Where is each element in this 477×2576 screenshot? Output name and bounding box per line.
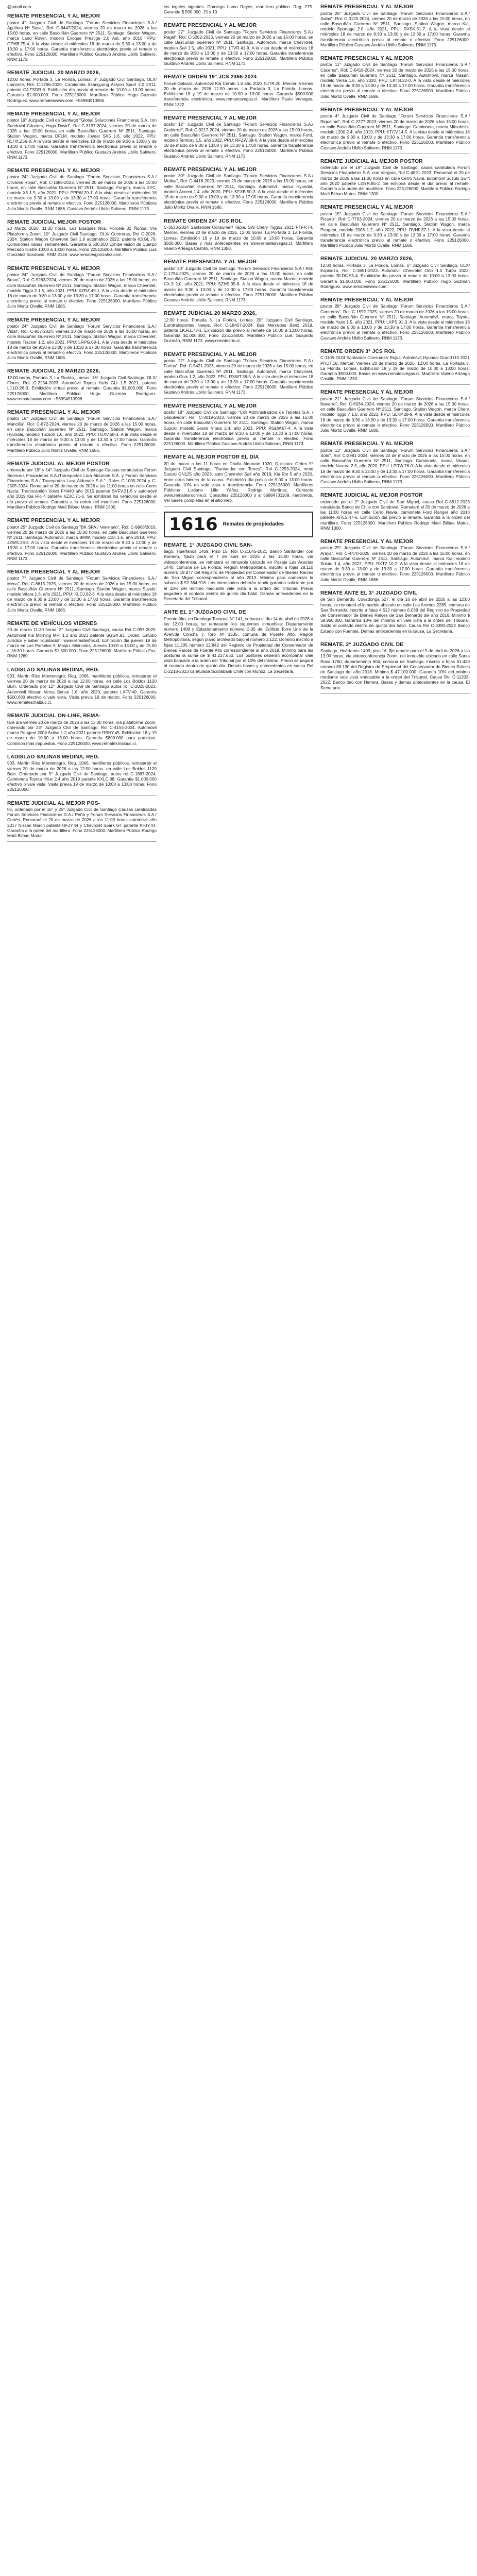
notice-body: C-3533-2024 Santander Consumer/ Tapia. SW Chery Tiggo2 2021 PTFP.74. Mercer. Viernes 20 de marzo de 2026, 12:00 horas. La Portada 3, La Florida, Lomas. Exhibición 18 y 19 de marzo de 10:00 a 13:00 horas. Garantía $500.000. Bases y más antecedentes en www.rematesvegas.cl. Martillero Valerio Arteaga Castillo, RNM 1350. — [164, 225, 313, 251]
notice-body: 12:00 horas, Portada 3, La Florida, Lomas. 8° Juzgado Civil Santiago, OLX/ Lamonte, Rol: C-2796-2020. Camioneta Ssangyong Actyon Sport 2.0 2011, patente CJ.FSDR-6. Exhibición día previo al remate de 10:00 a 13:00 horas. Garantía $1.000.000. Fono 225126000. Martillero Público Hugo Guzmán Rodríguez. www.remateswww.com. +56994910906. — [7, 76, 157, 103]
notice-body: postor 12° Juzgado Civil de Santiago "Forum Servicios Financieros S.A./ Gutiérrez", Rol: C-9217-2024, viernes 20 de marzo de 2026 a las 15:00 horas, en calle Bascuñán Guerrero Nº 2511, Santiago. Station Wagon, marca Ford, modelo Territory 1.5, año 2022, PPU: RFZW.39-6. A la vista desde el miércoles 18 de marzo de 9:30 a 13:00 y de 13:30 a 17:00 horas. Garantía transferencia electrónica previo al remate o efectivo. Fono 225126000. Martillero Público Gustavo Andrés Ubillo Salinero, RNM 1173. — [164, 122, 313, 159]
notice-body: 903, Martín Ríos Montenegro, Reg. 1966, martilleros públicos, rematarán el viernes 20 de marzo de 2026 a las 12:00 horas, en calle Los Boldos 1120 Buin. Ordenado por 5° Juzgado Civil de Santiago, autos rol C-1887-2024. Camioneta Toyota Hilux 2.4 año 2019 patente KXLC.88. Garantía $1.000.000 efectivo o vale vista. Visita previa 19 de marzo de 10:00 a 13:00 horas. Fono 225126000. — [7, 760, 157, 792]
email-line: @pmail.com. — [7, 4, 32, 9]
notice-body: postor 4° Juzgado Civil de Santiago "Forum Servicios Financieros S.A./ Aguilera Nº Sosa", Rol: C-6447/2024, viernes 20 de marzo de 2026 a las 15:00 horas, en calle Bascuñán Guerrero Nº 2511, Santiago. Station Wagon, marca Land Rover, modelo Evoque Prestige 2.0 Aut, año 2016, PPU: GPHB.75-4. A la vista desde el miércoles 18 de marzo de 9:30 a 13:00 y de 13:30 a 17:00 horas. Garantía transferencia electrónica previo al remate o efectivo. Fono 225126000. Martillero Público Gustavo Andrés Ubillo Salinero, RNM 1173. — [7, 20, 157, 62]
notice-title: REMATE JUDICIAL 20 MARZO 2026, — [164, 311, 257, 317]
auction-notice — [320, 107, 470, 154]
column-2 — [164, 4, 313, 2576]
auction-notice — [164, 454, 313, 506]
auction-notice — [164, 403, 313, 450]
auction-notice — [164, 609, 313, 677]
notice-title: REMATE PRESENCIAL Y AL MEJOR — [7, 569, 100, 575]
notice-title: REMATE PRESENCIAL Y AL MEJOR — [7, 409, 100, 415]
auction-notice — [7, 168, 157, 215]
notice-title: REMATE PRESENCIAL Y AL MEJOR — [320, 55, 414, 61]
notice-body: postor 4° Juzgado Civil de Santiago "Forum Servicios Financieros S.A./ Riquelme", Rol: C-2277-2023, viernes 20 de marzo de 2026 a las 15:00 horas, en calle Bascuñán Guerrero Nº 2511, Santiago. Camioneta, marca Mitsubishi, modelo L200 2.4, año 2019, PPU: KTCV.14-5. A la vista desde el miércoles 18 de marzo de 9:30 a 13:00 y de 13:30 a 17:00 horas. Garantía transferencia electrónica previo al remate o efectivo. Fono 225126000. Martillero Público Gustavo Andrés Ubillo Salinero, RNM 1173. — [320, 113, 470, 150]
auction-notice — [164, 218, 313, 255]
auction-notice — [7, 461, 157, 513]
auction-notice — [164, 74, 313, 111]
notice-title: REMATE PRESENCIAL Y AL MEJOR — [7, 111, 100, 117]
auction-notice — [164, 311, 313, 347]
notice-body: postor 19° Juzgado Civil de Santiago "Global Soluciones Financieras S.A. con Sandoval Cáceres, Hugo David", Rol C-3197-2024, viernes 20 de marzo de 2026 a las 15:00 horas, en calle Bascuñán Guerrero Nº 2511, Santiago. Station Wagon, marca DFLM, modelo Joyear SX5 1.6, año 2022, PPU: RLHX.Z56-8. A la vista desde el miércoles 18 de marzo de 9:30 a 13:00 y de 13:30 a 17:00 horas. Garantía transferencia electrónica previo al remate o efectivo. Fono 225126000. Martillero Público Gustavo Andrés Ubillo Salinero, RNM 1173. — [7, 117, 157, 160]
auction-notice — [7, 111, 157, 163]
column-1 — [7, 4, 157, 2576]
notice-body: postor 22° Juzgado Civil de Santiago "Forum Servicios Financieros S.A./ Farías", Rol: C-5421-2023, viernes 20 de marzo de 2026 a las 15:00 horas, en calle Bascuñán Guerrero Nº 2511, Santiago. Automóvil, marca Chevrolet, modelo Onix 1.2, año 2022, PPU: RXWT.38-5. A la vista desde el miércoles 18 de marzo de 9:30 a 13:00 y de 13:30 a 17:00 horas. Garantía transferencia electrónica previo al remate o efectivo. Fono 225126000. Martillero Público Gustavo Andrés Ubillo Salinero, RNM 1173. — [164, 358, 313, 395]
auction-notice — [7, 569, 157, 616]
auction-notice — [7, 801, 157, 842]
column-1-notices — [7, 13, 157, 842]
notice-title: REMATE JUDICIAL MEJOR POSTOR — [7, 219, 101, 225]
notice-body: postor 28° Juzgado Civil de Santiago "Forum Servicios Financieros S.A./ Contreras", Rol: C-1592-2025, viernes 20 de marzo de 2026 a las 15:00 horas, en calle Bascuñán Guerrero Nº 2511, Santiago. Automóvil, marca Toyota, modelo Yaris 1.5, año 2021, PPU: LXPS.91-3. A la vista desde el miércoles 18 de marzo de 9:30 a 13:00 y de 13:30 a 17:00 horas. Garantía transferencia electrónica previo al remate o efectivo. Fono 225126000. Martillero Público Gustavo Andrés Ubillo Salinero, RNM 1173. — [320, 303, 470, 341]
notice-title: REMATE PRESENCIAL Y AL MEJOR — [7, 167, 100, 174]
auction-notice — [164, 4, 313, 18]
notice-body: los legales vigentes. Domingo Lama Reyes, martillero público. Reg. 275. Garantía $ 500.000. 15 y 19. — [164, 4, 313, 15]
notice-body: C-1105-2024 Santander Consumer/ Rojas. Automóvil Hyundai Grand i10 2021 PHDT.18. Mercer. Viernes 20 de marzo de 2026, 12:00 horas. La Portada 3, La Florida, Lomas. Exhibición 18 y 19 de marzo de 10:00 a 13:00 horas. Garantía $500.000. Bases en www.rematesvegas.cl. Martillero Valerio Arteaga Castillo, RNM 1350. — [320, 355, 470, 382]
notice-body: postor 24° Juzgado Civil de Santiago "Forum Servicios Financieros S.A./ Bravo", Rol: C-5263/2024, viernes 20 de marzo de 2026 a las 15:00 horas, en calle Bascuñán Guerrero Nº 2511, Santiago. Station Wagon, marca Chevrolet, modelo Tiggo 2 1.5, año 2021, PPU: XZRZ.49-1. A la vista desde el miércoles 18 de marzo de 9:30 a 13:00 y de 13:30 a 17:00 horas. Garantía transferencia electrónica previo al remate o efectivo. Fono 225126000. Martillero Público Julio Mortiz Ovalle, RNM 1686. — [7, 272, 157, 309]
notice-body: ordenado por el 19° Juzgado Civil de Santiago, causa caratulada Forum Servicios Financieros S.A. con Vergara, Rol C-4821-2023. Remataré el 20 de marzo de 2026 a las 11:00 horas en calle Cerro Navia, automóvil Suzuki Swift año 2020 patente LGYR.85-2. Se exhibirá desde el día previo al remate. Garantía a la orden del martillero. Fono 225126000. Martillero Público Rodrigo Matti Bilbao Matus, RNM 1300. — [320, 165, 470, 197]
notice-body: 20 de marzo 11:30 horas. 2° Juzgado Civil Santiago, causa Rol C-997-2025. Automóvil Kia Morning MPI 1.2 año 2023 patente SGGX.93. Orden: Estudio Jurídico y saber liquidación: www.rematesfox.cl. Exhibición día jueves 19 de marzo en Las Parcelas 9, Maipú. Miércoles, Jueves 10:00 a 13:00 y de 15:00 a 16:30 horas. Garantía $1.500.000. Fono 225126000. Martillero Público Fox, RNM 1260. — [7, 627, 157, 659]
notice-body: postor 24° Juzgado Civil de Santiago "Forum Servicios Financieros S.A./ Vidal", Rol: C-867-2024, viernes 20 de marzo de 2026 a las 15:00 horas, en calle Bascuñán Guerrero Nº 2511, Santiago. Station Wagon, marca Chevrolet, modelo Tracker 1.2, año 2021, PPU: LRPG.69-1. A la vista desde el miércoles 18 de marzo de 9:30 a 13:00 y de 13:30 a 17:00 horas. Garantía transferencia electrónica previo al remate o efectivo. Fono 225126000. Martilleros Públicos Julio Mortiz Ovalle, RNM 1686. — [7, 324, 157, 361]
notice-body: 20 de marzo a las 11 horas en Dávila Aldunate 1020, Quilicura. Orden 9° Juzgado Civil Santiago, "Santander con Torres", Rol C-2253-2024, moto Suzuki GN125 año 2023; auto Chevrolet Sail año 2019; Kia Rio 5 año 2020, entre otros bienes de la causa. Exhibición día previo de 9:00 a 13:00 horas. Garantía 10% en vale vista o transferencia. Fono 225126000. Martilleros Públicos Luciano Lillo Yáñez, Rodrigo Martínez. Contacto www.rematesrochile.cl. Consultas 225126000 o al 56984731109, martilleros. Ver bases completas en el sitio web. — [164, 461, 313, 503]
auction-notice — [164, 167, 313, 214]
auction-notice — [320, 349, 470, 385]
notice-title: REMATE PRESENCIAL Y AL MEJOR — [320, 4, 414, 10]
auction-notice — [7, 754, 157, 796]
auction-notice — [164, 352, 313, 399]
notice-body: postor 24° Juzgado Civil de Santiago "Forum Servicios Financieros S.A./ Olivares Rojas", Rol: C-1688-2023, viernes 20 de marzo de 2026 a las 15:00 horas, en calle Bascuñán Guerrero Nº 2511, Santiago. Furgón, marca KYC, modelo X5 1.5, año 2021, PPU: PPPW.20-1. A la vista desde el miércoles 18 de marzo de 9:30 a 13:00 y de 13:30 a 17:00 horas. Garantía transferencia electrónica previo al remate o efectivo. Fono 225126000. Martilleros Públicos Julio Mortiz Ovalle, RNM 1686; Gustavo Andrés Ubillo Salinero, RNM 1173. — [7, 174, 157, 211]
auction-notice — [7, 518, 157, 565]
auction-notice — [320, 642, 470, 694]
notice-title: LADISLAO SALINAS MEDINA, REG. — [7, 754, 99, 760]
auction-notice — [7, 219, 157, 261]
notice-title: REMATE PRESENCIAL Y AL MEJOR — [320, 297, 414, 303]
notice-body: 20 Marzo 2026, 11:30 horas. Los Bosques Nos. Porcelá 32 Ñuñoa. Vía Plataforma Zoom. 10° Juzgado Civil Santiago, OLX/ Contreras, Rol C-2026-2024. Station Wagon Chevrolet Sail 1.8 automático 2022, patente KXGL.79. Comisiones varias, remanentes. Garantía $ 500.000 Exhibe visión de Cuerpo Mercado Ilustre 10:00 a 13:00 horas. Fono 225126000. Martillero Público Luis González Sandoval, RNM 2146. www.rematesgonzalez.com. — [7, 226, 157, 258]
auction-notice — [7, 368, 157, 405]
ad-label: Remates de propiedades — [223, 521, 284, 527]
auction-notice — [320, 441, 470, 488]
auction-notice — [7, 13, 157, 65]
notice-body: taré día viernes 20 de marzo de 2026 a las 13:00 horas, vía plataforma Zoom, ordenado por 23° Juzgado Civil de Santiago, Rol C-4155-2024. Automóvil marca Peugeot 2008 Active 1.2 año 2021 patente RBHY.45. Exhibición 18 y 19 de marzo de 10:00 a 13:00 horas. Garantía $800.000 para participar. Comisión más impuestos. Fono 225126000. www.rematesmalbuc.cl. — [7, 719, 157, 746]
notice-title: REMATE JUDICIAL AL MEJOR POSTOR — [7, 461, 110, 467]
notice-body: Santiago, Huérfanos 1409, piso 16, fijó remate para el 9 de abril de 2026 a las 13:00 horas, vía videoconferencia Zoom, del inmueble ubicado en calle Santa Rosa 1760, departamento 604, comuna de Santiago, inscrito a fojas 61.420 número 88.130 del Registro de Propiedad del Conservador de Bienes Raíces de Santiago del año 2018. Mínimo $ 47.100.000. Garantía 10% del mínimo mediante vale vista endosable a la orden del Tribunal. Causa Rol C-11203-2022, Banco Itaú con Herrera. Bases y demás antecedentes en la causa. El Secretario. — [320, 648, 470, 690]
notice-title: ANTE EL 1° JUZGADO CIVIL DE — [164, 609, 246, 616]
auction-notice — [320, 389, 470, 436]
auction-notice — [320, 159, 470, 200]
notice-title: REMATE JUDICIAL AL MEJOR POSTOR — [320, 158, 423, 164]
column-3 — [320, 4, 470, 2576]
auction-notice — [320, 493, 470, 534]
notice-body: postor 27° Juzgado Civil de Santiago "Forum Servicios Financieros S.A./ Ragel", Rol: C-5282-2023, viernes 20 de marzo de 2026 a las 15:00 horas, en calle Bascuñán Guerrero Nº 2511, Santiago. Automóvil, marca Chevrolet, modelo Sail 1.5, año 2021, PPU: LTVR.41-9. A la vista desde el miércoles 18 de marzo de 9:30 a 13:00 y de 13:30 a 17:00 horas. Garantía transferencia electrónica previo al remate o efectivo. Fono 225126000. Martillero Público Gustavo Andrés Ubillo Salinero, RNM 1173. — [164, 29, 313, 66]
notice-title: REMATE PRESENCIAL Y AL MEJOR — [7, 13, 100, 20]
notice-body: 12:00 horas. Portada 3, La Florida, Lomas. 20° Juzgado Civil Santiago, Eurotransportes Neeps, Rol: C-18467-2024. Bus Mercedes Benz 2019, patente LK.RZ.73-1. Exhibición día previo al remate de 10:00 a 13:00 horas. Garantía $1.000.000. Fono 225126000. Martillero Público Luis Guajardo Guzmán, RNM 1173. www.rematesrtc.cl. — [164, 317, 313, 344]
auction-notice — [7, 621, 157, 663]
notice-body: postor 7° Juzgado Civil de Santiago "Forum Servicios Financieros S.A./ Mena", Rol: C-8613-2025, viernes 20 de marzo de 2026 a las 15:00 horas, en calle Bascuñán Guerrero Nº 2511, Santiago. Station Wagon, marca Suzuki, modelo Vitara 1.6, año 2021, PPU: KLDJ.62-3. A la vista desde el miércoles 18 de marzo de 9:30 a 13:00 y de 13:30 a 17:00 horas. Garantía transferencia electrónica previo al remate o efectivo. Fono 225126000. Martillero Público Julio Mortiz Ovalle, RNM 1686. — [7, 575, 157, 613]
auction-notice — [7, 317, 157, 364]
notice-title: REMATE PRESENCIAL Y AL MEJOR — [320, 538, 414, 545]
notice-title: REMATE PRESENCIAL Y AL MEJOR — [320, 205, 414, 211]
notice-body: Puente Alto, en Domingo Tocornal Nº 141, subasta el día 14 de abril de 2026 a las 12:00 horas, se rematarán los siguientes inmuebles: Departamento número 1408 y Estacionamiento número E-35 del Edificio Torre Uno de la Avenida Concha y Toro Nº 1535, comuna de Puente Alto, Región Metropolitana, según plano archivado bajo el número 3.122. Dominio inscrito a fojas 11.205 número 12.842 del Registro de Propiedad del Conservador de Bienes Raíces de Puente Alto correspondiente al año 2019. Mínimo para las posturas la suma de $ 41.227.650. Los postores deberán acompañar vale vista bancario a la orden del Tribunal por el 10% del mínimo. Precio se pagará al contado dentro de quinto día. Demás bases y antecedentes en causa Rol C-2218-2023 caratulada Scotiabank Chile con Muñoz. La Secretaria. — [164, 616, 313, 674]
auction-notice — [7, 713, 157, 750]
auction-notice — [320, 256, 470, 293]
notice-body: postor 18° Juzgado Civil de Santiago "Coll Administradora de Tarjetas S.A. / Sepúlveda", Rol: C-3019-2023, viernes 20 de marzo de 2026 a las 15:00 horas, en calle Bascuñán Guerrero Nº 2511, Santiago. Station Wagon, marca Suzuki, modelo Grand Vitara 2.4, año 2021, PPU: RGLW.67-4. A la vista desde el miércoles 18 de marzo de 9:30 a 13:00 y de 13:30 a 17:00 horas. Garantía transferencia electrónica previo al remate o efectivo. Fono 225126000. Martillero Público Gustavo Andrés Ubillo Salinero, RNM 1173. — [164, 410, 313, 447]
column-2-notices-bottom — [164, 543, 313, 677]
notice-title: REMATE ORDEN 19° JCS 2366-2024 — [164, 74, 257, 80]
auction-notice — [164, 115, 313, 162]
notice-title: REMATE PRESENCIAL Y AL MEJOR — [164, 259, 257, 265]
notice-title: REMATE ANTE EL 3° JUZGADO CIVIL — [320, 590, 418, 596]
notice-title: REMATE. 2° JUZGADO CIVIL DE — [320, 641, 404, 648]
notice-body: postor 25° Juzgado Civil de Santiago "BK SPA / Veneiano", Rol: C-9908/2016, viernes 20 de marzo de 2026 a las 15:00 horas, en calle Bascuñán Guerrero Nº 2511, Santiago. Automóvil, marca BMW, modelo 118i 1.5, año 2018, PPU: JZWS.28-3. A la vista desde el miércoles 18 de marzo de 9:30 a 13:00 y de 13:30 a 17:00 horas. Garantía transferencia electrónica previo al remate o efectivo. Fono 225126000. Martillero Público Gustavo Andrés Ubillo Salinero, RNM 1173. — [7, 524, 157, 561]
notice-body: tor, ordenado por el 16° y 25° Juzgado Civil de Santiago Causas caratuladas Forum Servicios Financieros S.A./ Peña y Forum Servicios Financieros S.A./ Cortés. Remataré el 20 de marzo de 2026 a las 11:00 horas automóvil año 2017 Nissan March patente HFJY.44 y Chevrolet Spark GT patente KFJY.44. Garantía a la orden del martillero. Fono 225126000. Martillero Público Rodrigo Matti Bilbao Matus. — [7, 807, 157, 839]
notice-title: REMATE PRESENCIAL Y AL MEJOR — [320, 441, 414, 447]
notice-body: Forum-Galarza. Automóvil Kia Cerato 1.6 año 2023 SJTR.20. Mercer. Viernes 20 de marzo de 2026 12:00 horas. La Portada 3, La Florida, Lomas. Exhibición 18 y 19 de marzo de 10:00 a 13:00 horas. Garantía $500.000 transferencia electrónica. www.rematesvegas.cl. Martillero Paulo Venegas, RNM 1322. — [164, 80, 313, 107]
notice-title: REMATE PRESENCIAL Y AL MEJOR — [7, 317, 100, 323]
notice-body: postor 11° Juzgado Civil de Santiago "Forum Servicios Financieros S.A./ Cáceres", Rol: C-6418-2024, viernes 20 de marzo de 2026 a las 15:00 horas, en calle Bascuñán Guerrero Nº 2511, Santiago. Automóvil, marca Nissan, modelo Versa 1.6, año 2020, PPU: LKTB.22-0. A la vista desde el miércoles 18 de marzo de 9:30 a 13:00 y de 13:30 a 17:00 horas. Garantía transferencia electrónica previo al remate o efectivo. Fono 225126000. Martillero Público Julio Mortiz Ovalle, RNM 1686. — [320, 62, 470, 99]
notice-title: REMATE ORDEN 24° JCS ROL — [164, 218, 242, 224]
notice-title: REMATE AL MEJOR POSTOR EL DÍA — [164, 454, 259, 461]
notice-title: REMATE JUDICIAL 20 MARZO 2026, — [320, 256, 414, 262]
notice-title: REMATE JUDICIAL 20 MARZO 2026, — [7, 368, 100, 375]
notice-body: 12:00 horas. Portada 3, La Florida, Lomas. 6° Juzgado Civil Santiago, OLX/ Espinoza, Rol: C-3651-2023. Automóvil Chevrolet Onix 1.0 Turbo 2022, patente RLDC.55-4. Exhibición día previo al remate de 10:00 a 13:00 horas. Garantía $1.000.000. Fono 225126000. Martillero Público Hugo Guzmán Rodríguez. www.remateswww.com. — [320, 262, 470, 289]
notice-title: LADISLAO SALINAS MEDINA, REG. — [7, 667, 99, 673]
notice-title: REMATE JUDICIAL AL MEJOR POSTOR — [320, 493, 423, 499]
notice-body: postor 13° Juzgado Civil de Santiago "Forum Servicios Financieros S.A./ Soto", Rol: C-2981-2024, viernes 20 de marzo de 2026 a las 15:00 horas, en calle Bascuñán Guerrero Nº 2511, Santiago. Camioneta, marca Nissan, modelo Navara 2.3, año 2020, PPU: LPRW.76-0. A la vista desde el miércoles 18 de marzo de 9:30 a 13:00 y de 13:30 a 17:00 horas. Garantía transferencia electrónica previo al remate o efectivo. Fono 225126000. Martillero Público Gustavo Andrés Ubillo Salinero, RNM 1173. — [320, 447, 470, 484]
notice-body: ordenado por 18° y 14° Juzgado Civil de Santiago Causas caratuladas Forum Servicios Financieros S.A./Transportes Lara Aldunate S.A. y Forum Servicios Financieros S.A./ Transportes Lara Aldunate S.A.", Roles C-1005-2024 y C-2505-2024. Remataré el 20 de marzo de 2026 a las 11:00 horas en calle Cerro Navia: Tractocamión Volvo FH440 año 2015 patente SVFV.31-5 y automóvil año 2019 Kia Rio 4 patente KZJC.71-6. Se exhibirán los vehículos desde el día previo al remate. Garantía a la orden del martillero. Fono 225126000. Martillero Público Rodrigo Matti Bilbao Matus, RNM 1300. — [7, 467, 157, 510]
notice-body: 12:00 horas, Portada 3, La Florida, Lomas. 16° Juzgado Civil Santiago, OLX/ Flores, Rol: C-2254-2023. Automóvil Toyota Yaris GLI 1.5 2021, patente LJ.LD.26-3. Exhibición virtual previo al remate. Garantía $1.000.000. Fono 225126000. Martillero Público Hugo Guzmán Rodríguez. www.remateswww.com. +56994910906. — [7, 375, 157, 401]
notice-body: postor 15° Juzgado Civil de Santiago "Forum Servicios Financieros S.A./ Pizarro", Rol: C-7703-2024, viernes 20 de marzo de 2026 a las 15:00 horas, en calle Bascuñán Guerrero Nº 2511, Santiago. Station Wagon, marca Peugeot, modelo 2008 1.2, año 2022, PPU: RVHF.37-1. A la vista desde el miércoles 18 de marzo de 9:30 a 13:00 y de 13:30 a 17:00 horas. Garantía transferencia electrónica previo al remate o efectivo. Fono 225126000. Martillero Público Julio Mortiz Ovalle, RNM 1686. — [320, 211, 470, 248]
auction-notice — [164, 23, 313, 70]
auction-notice — [320, 590, 470, 637]
auction-notice — [320, 297, 470, 344]
auction-notice — [164, 543, 313, 605]
notice-body: postor 30° Juzgado Civil de Santiago "Forum Servicios Financieros S.A./ Molina", Rol: C-4416-2023, viernes 20 de marzo de 2026 a las 15:00 horas, en calle Bascuñán Guerrero Nº 2511, Santiago. Automóvil, marca Hyundai, modelo Accent 1.4, año 2020, PPU: KFXB.50-3. A la vista desde el miércoles 18 de marzo de 9:30 a 13:00 y de 13:30 a 17:00 horas. Garantía transferencia electrónica previo al remate o efectivo. Fono 225126000. Martillero Público Julio Mortiz Ovalle, RNM 1686. — [164, 173, 313, 210]
notice-title: REMATE JUDICIAL AL MEJOR POS- — [7, 800, 100, 806]
auction-notice — [320, 56, 470, 103]
notice-title: REMATE DE VEHÍCULOS VIERNES — [7, 620, 97, 626]
notice-body: de San Bernardo, Covadonga 527, el día 16 de abril de 2026 a las 12:00 horas, se rematará el inmueble ubicado en calle Los Aromos 2285, comuna de San Bernardo, inscrito a fojas 4.512 número 6.038 del Registro de Propiedad del Conservador de Bienes Raíces de San Bernardo del año 2016. Mínimo $ 38.950.000. Garantía 10% del mínimo en vale vista a la orden del Tribunal. Saldo al contado dentro de quinto día hábil. Causa Rol C-3390-2022 Banco Estado con Fuentes. Demás antecedentes en la causa. La Secretaria. — [320, 597, 470, 634]
notice-body: postor 16° Juzgado Civil de Santiago "Forum Servicios Financieros S.A./ Mancilla", Rol: C-872-2024, viernes 20 de marzo de 2026 a las 15:00 horas, en calle Bascuñán Guerrero Nº 2511, Santiago. Station Wagon, marca Hyundai, modelo Tucson 1.6, año 2022, PPU: TUXV.68-3. A la vista desde el miércoles 18 de marzo de 9:30 a 13:00 y de 13:30 a 17:00 horas. Garantía transferencia electrónica previo al remate o efectivo. Fono 225126000. Martillero Público Julio Mortiz Ovalle, RNM 1686. — [7, 416, 157, 453]
auction-notice — [320, 539, 470, 586]
auction-notice — [7, 70, 157, 107]
notice-title: REMATE ORDEN 3° JCS ROL — [320, 348, 396, 354]
notice-title: REMATE PRESENCIAL Y AL MEJOR — [7, 518, 100, 524]
property-auctions-ad — [164, 512, 313, 537]
notice-title: REMATE PRESENCIAL Y AL MEJOR — [320, 389, 414, 396]
column-3-notices — [320, 4, 470, 694]
notice-title: REMATE JUDICIAL 20 MARZO 2026, — [7, 70, 100, 76]
notice-body: postor 29° Juzgado Civil de Santiago "Forum Servicios Financieros S.A./ Araya", Rol: C-4470-2025, viernes 20 de marzo de 2026 a las 15:00 horas, en calle Bascuñán Guerrero Nº 2511, Santiago. Automóvil, marca Kia, modelo Soluto 1.4, año 2022, PPU: RKTZ.10-2. A la vista desde el miércoles 18 de marzo de 9:30 a 13:00 y de 13:30 a 17:00 horas. Garantía transferencia electrónica previo al remate o efectivo. Fono 225126000. Martillero Público Julio Mortiz Ovalle, RNM 1686. — [320, 545, 470, 582]
notice-body: postor 20° Juzgado Civil de Santiago "Forum Servicios Financieros S.A./ Rol: C-1754-2025, viernes 20 de marzo de 2026 a las 15:00 horas, en calle Bascuñán Guerrero Nº 2511, Santiago. Station Wagon, marca Mazda, modelo CX-3 2.0, año 2021, PPU: SZHS.35-8. A la vista desde el miércoles 18 de marzo de 9:30 a 13:00 y de 13:30 a 17:00 horas. Garantía transferencia electrónica previo al remate o efectivo. Fono 225126000. Martillero Público Gustavo Andrés Ubillo Salinero, RNM 1173. — [164, 265, 313, 302]
notice-body: postor 26° Juzgado Civil de Santiago "Forum Servicios Financieros S.A./ Salas", Rol: C-3120-2024, viernes 20 de marzo de 2026 a las 15:00 horas, en calle Bascuñán Guerrero Nº 2511, Santiago. Station Wagon, marca Kia, modelo Sportage 2.0, año 2021, PPU: RXSK.61-7. A la vista desde el miércoles 18 de marzo de 9:30 a 13:00 y de 13:30 a 17:00 horas. Garantía transferencia electrónica previo al remate o efectivo. Fono 225126000. Martillero Público Gustavo Andrés Ubillo Salinero, RNM 1173. — [320, 10, 470, 47]
auction-notice — [164, 259, 313, 306]
notice-body: tiago, Huérfanos 1409, Piso 15, Rol C-21645-2021 Banco Santander con Romero, fijado para el 7 de abril de 2026 a las 15:00 horas, vía videoconferencia, se rematará el inmueble ubicado en Pasaje Las Acacias 1440, comuna de La Florida, Región Metropolitana, inscrito a fojas 28.110 número 19.877 del Registro de Propiedad del Conservador de Bienes Raíces de San Miguel correspondiente al año 2013. Mínimo para comenzar la subasta $ 52.364.918. Los interesados deberán rendir garantía suficiente por el 10% del mínimo mediante vale vista a la orden del Tribunal. Precio pagadero al contado dentro de quinto día hábil. Demás antecedentes en la Secretaría del Tribunal. — [164, 549, 313, 601]
auction-notice — [320, 4, 470, 51]
auction-notice — [7, 410, 157, 456]
notice-title: REMATE. 1° JUZGADO CIVIL SAN- — [164, 542, 253, 548]
notice-title: REMATE PRESENCIAL Y AL MEJOR — [164, 166, 257, 173]
column-2-notices-top — [164, 4, 313, 507]
auction-notice — [320, 205, 470, 251]
notice-body: postor 21° Juzgado Civil de Santiago "Forum Servicios Financieros S.A./ Navarro", Rol: C-6034-2024, viernes 20 de marzo de 2026 a las 15:00 horas, en calle Bascuñán Guerrero Nº 2511, Santiago. Station Wagon, marca Chery, modelo Tiggo 7 1.5, año 2023, PPU: SLKP.28-9. A la vista desde el miércoles 18 de marzo de 9:30 a 13:00 y de 13:30 a 17:00 horas. Garantía transferencia electrónica previo al remate o efectivo. Fono 225126000. Martillero Público Julio Mortiz Ovalle, RNM 1686. — [320, 396, 470, 433]
notice-title: REMATE PRESENCIAL Y AL MEJOR — [7, 265, 100, 272]
notice-title: REMATE PRESENCIAL Y AL MEJOR — [164, 351, 257, 358]
auction-notice — [7, 266, 157, 313]
notice-title: REMATE PRESENCIAL Y AL MEJOR — [164, 23, 257, 29]
notice-body: ordenado por el 2° Juzgado Civil de San Miguel, causa Rol C-8812-2023 caratulada Banco de Chile con Sandoval. Remataré el 20 de marzo de 2026 a las 11:00 horas en calle Cerro Navia, camioneta Ford Ranger año 2018 patente KHLS.47-6. Exhibición día previo al remate. Garantía a la orden del martillero. Fono 225126000. Martillero Público Rodrigo Matti Bilbao Matus, RNM 1300. — [320, 499, 470, 531]
auction-notice — [7, 667, 157, 709]
notice-title: REMATE PRESENCIAL Y AL MEJOR — [320, 107, 414, 113]
ad-number: 1616 — [169, 514, 218, 535]
notice-body: 903, Martín Ríos Montenegro, Reg. 1966, martilleros públicos, rematarán el viernes 20 de marzo de 2026 a las 12:00 horas, en calle Los Boldos 1120 Buin. Ordenado por 12° Juzgado Civil de Santiago autos rol C-2025-2023. Automóvil Nissan Versa Sense 1.6, año 2020, patente LXFV.40. Garantía $500.000 efectivo o vale vista. Visita previa 19 de marzo. Fono 225126000. www.rematesmalbuc.cl. — [7, 673, 157, 705]
notice-title: REMATE PRESENCIAL Y AL MEJOR — [164, 115, 257, 121]
notice-title: REMATE PRESENCIAL Y AL MEJOR — [164, 403, 257, 409]
notice-title: REMATE JUDICIAL ON-LINE, REMA- — [7, 713, 101, 719]
